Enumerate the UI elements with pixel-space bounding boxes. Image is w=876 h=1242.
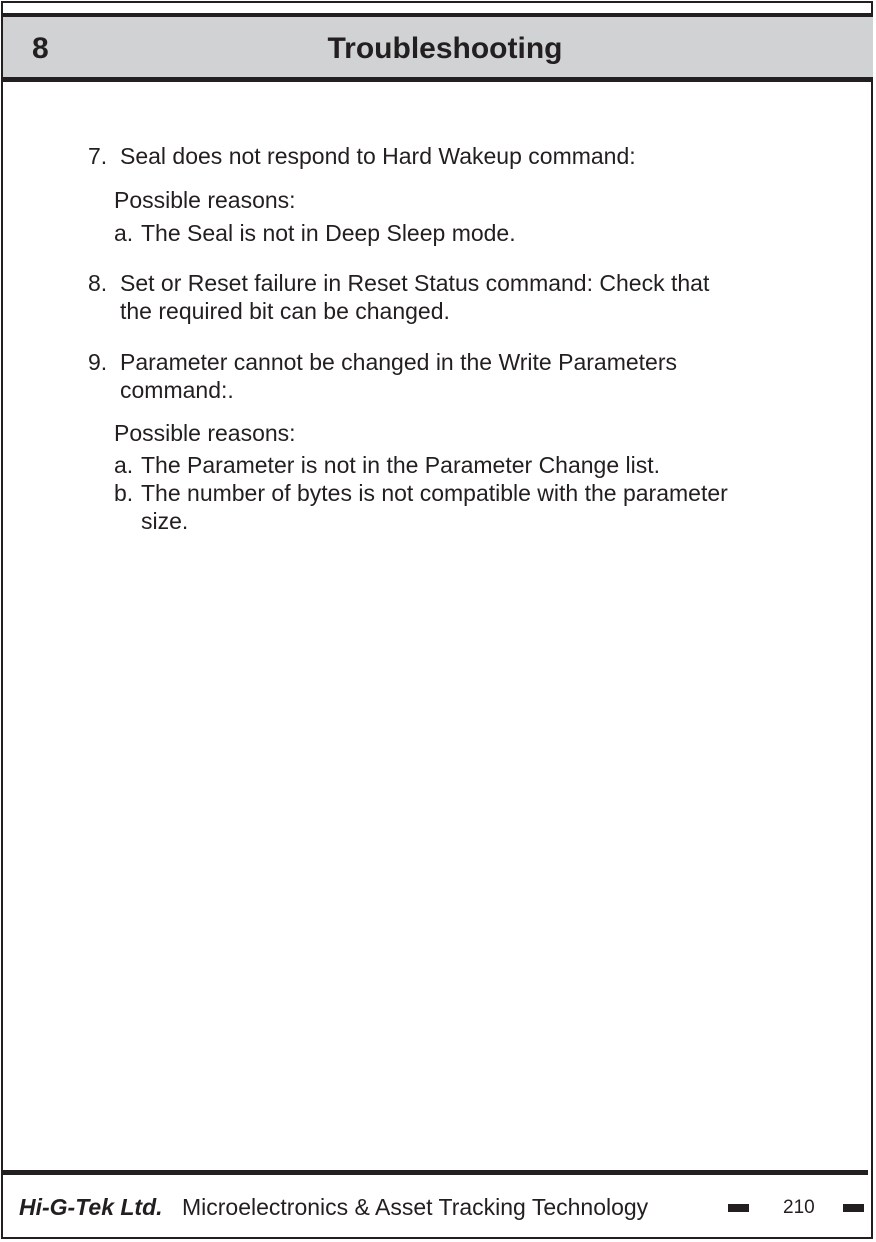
footer-rule <box>3 1170 868 1175</box>
footer-tagline: Microelectronics & Asset Tracking Technology <box>182 1194 649 1220</box>
item-8-text-line-2: the required bit can be changed. <box>120 298 450 324</box>
item-7-reason-a-letter: a. <box>114 220 134 246</box>
item-8-text-line-1: Set or Reset failure in Reset Status command: Check that <box>120 270 710 296</box>
header-bottom-rule <box>3 77 873 82</box>
item-9-reason-b-letter: b. <box>114 480 134 506</box>
item-9-number: 9. <box>88 349 108 375</box>
item-7-number: 7. <box>88 143 108 169</box>
item-9-reason-b-text-line-1: The number of bytes is not compatible with the parameter <box>141 480 728 506</box>
item-9-reason-a-letter: a. <box>114 452 134 478</box>
item-9-reason-b-text-line-2: size. <box>141 508 189 534</box>
footer-company-name: Hi-G-Tek Ltd. <box>19 1194 163 1220</box>
chapter-number: 8 <box>32 32 49 65</box>
item-8-number: 8. <box>88 270 108 296</box>
chapter-title: Troubleshooting <box>327 32 563 65</box>
item-7-reasons-label: Possible reasons: <box>114 187 296 213</box>
footer-left-marker <box>728 1204 749 1212</box>
page-number: 210 <box>783 1197 815 1218</box>
item-7-reason-a-text: The Seal is not in Deep Sleep mode. <box>141 220 516 246</box>
item-9-text-line-1: Parameter cannot be changed in the Write Parameters <box>120 349 677 375</box>
item-9-reasons-label: Possible reasons: <box>114 420 296 446</box>
item-7-text: Seal does not respond to Hard Wakeup command: <box>120 143 636 169</box>
item-9-text-line-2: command:. <box>120 377 234 403</box>
footer-right-marker <box>843 1204 864 1212</box>
item-9-reason-a-text: The Parameter is not in the Parameter Change list. <box>141 452 661 478</box>
